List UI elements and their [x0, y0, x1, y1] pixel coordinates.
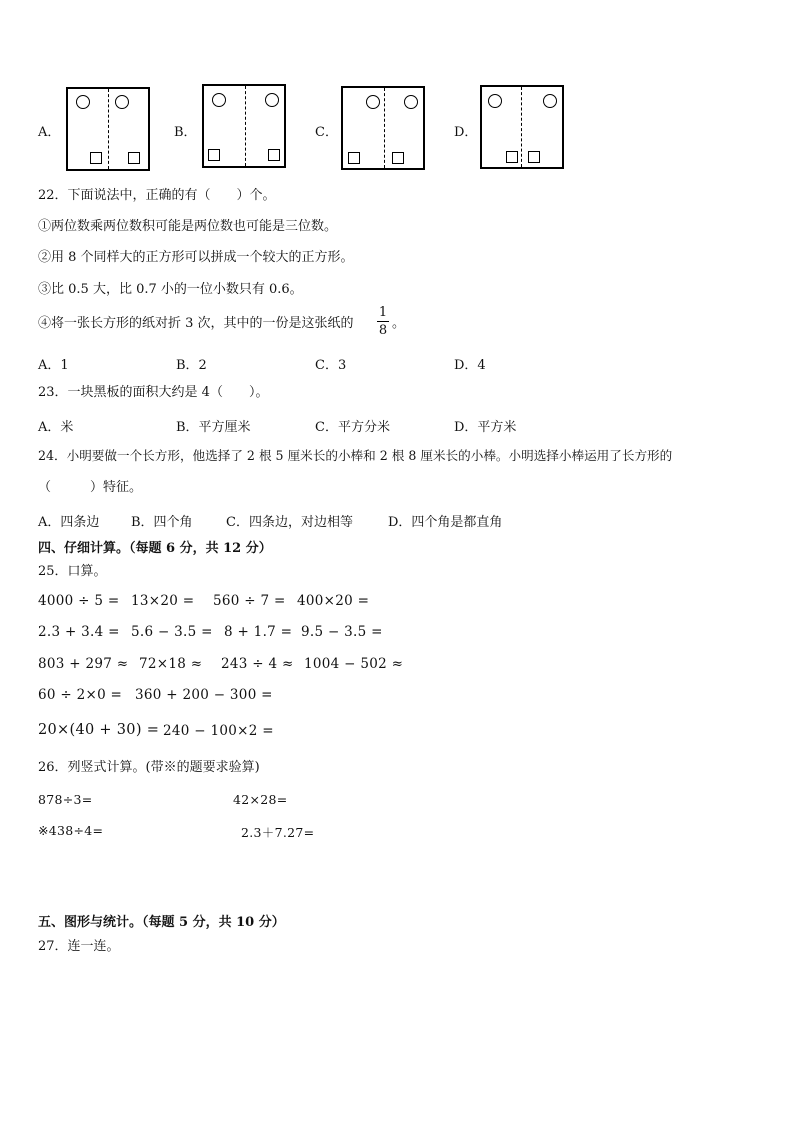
q23-stem: 23．一块黑板的面积大约是 4（ ）。 [38, 385, 269, 400]
square-shape [208, 149, 220, 161]
q22-stem: 22．下面说法中，正确的有（ ）个。 [38, 188, 276, 203]
q25-r3-c3: 243 ÷ 4 ≈ [221, 656, 294, 672]
fraction-one-eighth [377, 305, 389, 338]
circle-shape [404, 95, 418, 109]
option-a-label: A． [38, 125, 61, 140]
square-shape [90, 152, 102, 164]
q22-statement-2: ②用 8 个同样大的正方形可以拼成一个较大的正方形。 [38, 250, 354, 265]
q22-statement-1: ①两位数乘两位数积可能是两位数也可能是三位数。 [38, 219, 338, 234]
q26-stem: 26．列竖式计算。(带※的题要求验算) [38, 760, 260, 775]
q26-item-1: 878÷3= [38, 792, 93, 807]
section-5-heading: 五、图形与统计。（每题 5 分，共 10 分） [38, 915, 285, 930]
q25-r3-c1: 803 + 297 ≈ [38, 656, 129, 672]
q22-statement-3: ③比 0.5 大，比 0.7 小的一位小数只有 0.6。 [38, 282, 303, 297]
q25-r2-c3: 8 + 1.7 = [224, 624, 293, 640]
q22-option-a[interactable]: A．1 [38, 358, 69, 373]
option-b-figure [202, 84, 286, 168]
option-c-label: C． [315, 125, 338, 140]
circle-shape [212, 93, 226, 107]
q23-option-b[interactable]: B．平方厘米 [176, 420, 251, 435]
section-4-heading: 四、仔细计算。（每题 6 分，共 12 分） [38, 541, 272, 556]
q24-option-c[interactable]: C．四条边，对边相等 [226, 515, 353, 530]
q25-r5-c2: 240 − 100×2 = [163, 723, 274, 739]
q24-stem-2: （ ）特征。 [38, 480, 143, 495]
option-a-figure [66, 87, 150, 171]
option-d-figure [480, 85, 564, 169]
circle-shape [265, 93, 279, 107]
q25-r3-c2: 72×18 ≈ [139, 656, 203, 672]
q26-item-3: ※438÷4= [38, 823, 104, 838]
q25-r2-c4: 9.5 − 3.5 = [301, 624, 383, 640]
option-c-figure [341, 86, 425, 170]
q25-r5-c1: 20×(40 + 30) = [38, 722, 160, 738]
fold-line [521, 87, 522, 167]
square-shape [268, 149, 280, 161]
fold-line [245, 86, 246, 166]
option-b-label: B． [174, 125, 197, 140]
q22-option-d[interactable]: D．4 [454, 358, 486, 373]
square-shape [528, 151, 540, 163]
square-shape [128, 152, 140, 164]
q27-stem: 27．连一连。 [38, 939, 120, 954]
q22-statement-4-end: 。 [392, 316, 406, 331]
fraction-numerator: 1 [378, 305, 388, 320]
q25-stem: 25．口算。 [38, 564, 107, 579]
fold-line [384, 88, 385, 168]
q25-r2-c2: 5.6 − 3.5 = [131, 624, 213, 640]
q25-r2-c1: 2.3 + 3.4 = [38, 624, 120, 640]
q24-stem: 24．小明要做一个长方形，他选择了 2 根 5 厘米长的小棒和 2 根 8 厘米长的小棒。小明选择小棒运用了长方形的 [38, 448, 673, 463]
fold-line [108, 89, 109, 169]
fraction-bar [377, 321, 389, 322]
q24-option-a[interactable]: A．四条边 [38, 515, 100, 530]
q24-option-b[interactable]: B．四个角 [131, 515, 193, 530]
q23-option-d[interactable]: D．平方米 [454, 420, 517, 435]
square-shape [392, 152, 404, 164]
q26-item-2: 42×28= [233, 792, 288, 807]
fraction-denominator: 8 [378, 323, 388, 338]
circle-shape [366, 95, 380, 109]
square-shape [506, 151, 518, 163]
q25-r3-c4: 1004 − 502 ≈ [304, 656, 404, 672]
circle-shape [115, 95, 129, 109]
q25-r1-c1: 4000 ÷ 5 = [38, 593, 120, 609]
q25-r1-c3: 560 ÷ 7 = [213, 593, 286, 609]
q22-statement-4: ④将一张长方形的纸对折 3 次，其中的一份是这张纸的 [38, 316, 354, 331]
q22-option-b[interactable]: B．2 [176, 358, 207, 373]
q23-option-a[interactable]: A．米 [38, 420, 74, 435]
q26-item-4: 2.3＋7.27= [241, 825, 315, 840]
q25-r1-c4: 400×20 = [297, 593, 370, 609]
q25-r1-c2: 13×20 = [131, 593, 195, 609]
circle-shape [488, 94, 502, 108]
option-d-label: D． [454, 125, 478, 140]
q25-r4-c1: 60 ÷ 2×0 = [38, 687, 123, 703]
q24-option-d[interactable]: D．四个角是都直角 [388, 515, 503, 530]
q25-r4-c2: 360 + 200 − 300 = [135, 687, 273, 703]
circle-shape [543, 94, 557, 108]
circle-shape [76, 95, 90, 109]
q23-option-c[interactable]: C．平方分米 [315, 420, 390, 435]
square-shape [348, 152, 360, 164]
q22-option-c[interactable]: C．3 [315, 358, 347, 373]
